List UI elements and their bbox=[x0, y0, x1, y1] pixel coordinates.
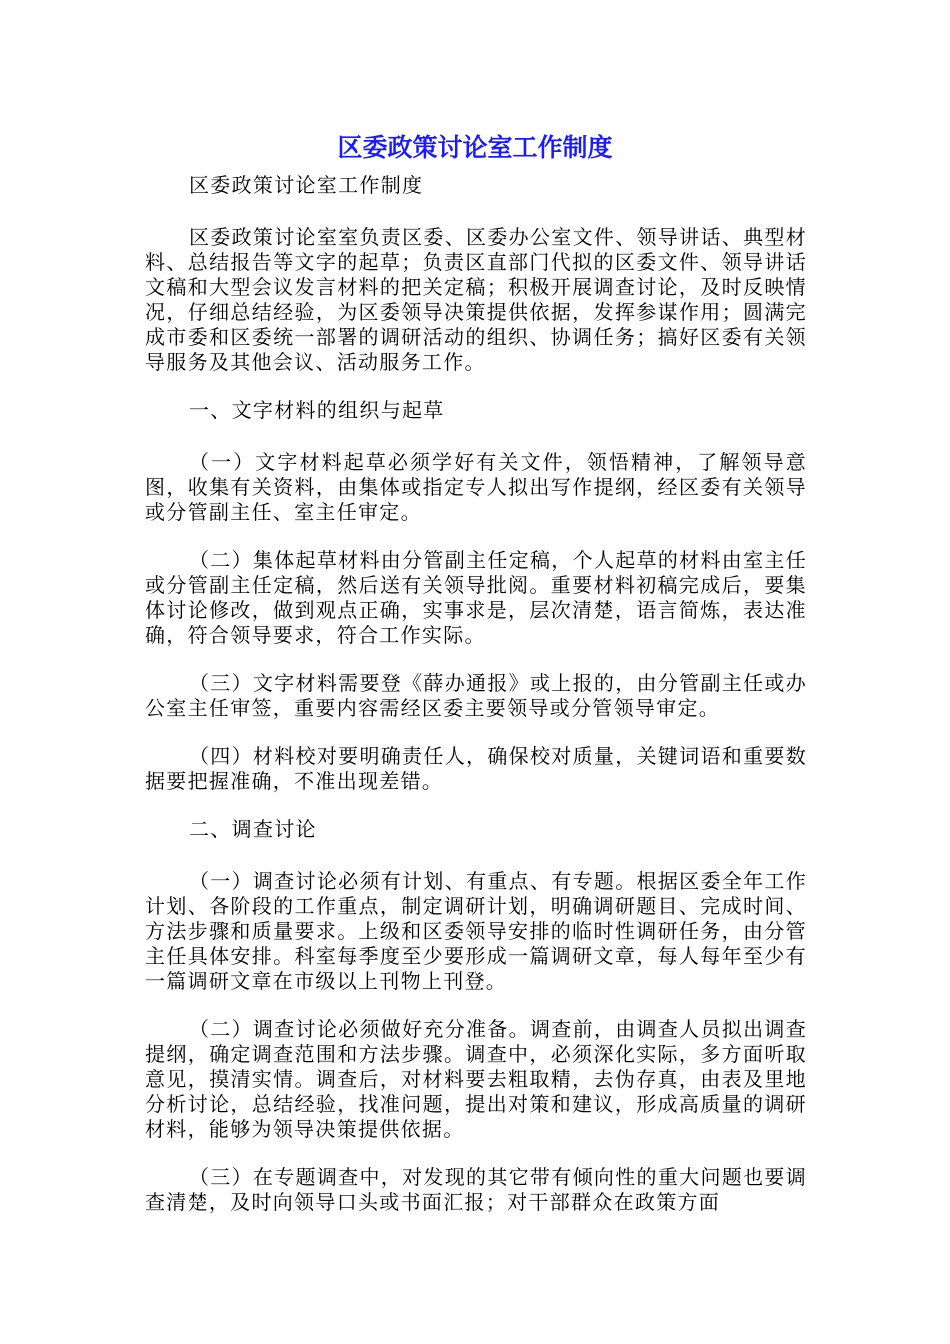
section1-item-3: （三）文字材料需要登《薛办通报》或上报的，由分管副主任或办公室主任审签，重要内容需经区委主要领导或分管领导审定。 bbox=[145, 671, 807, 720]
section2-item-2: （二）调查讨论必须做好充分准备。调查前，由调查人员拟出调查提纲，确定调查范围和方法步骤。调查中，必须深化实际，多方面听取意见，摸清实情。调查后，对材料要去粗取精，去伪存真，由表及里地分析讨论，总结经验，找准问题，提出对策和建议，形成高质量的调研材料，能够为领导决策提供依据。 bbox=[145, 1017, 807, 1141]
section2-item-3: （三）在专题调查中，对发现的其它带有倾向性的重大问题也要调查清楚，及时向领导口头或书面汇报；对干部群众在政策方面 bbox=[145, 1165, 807, 1214]
section-heading-2: 二、调查讨论 bbox=[189, 817, 317, 841]
section1-item-2: （二）集体起草材料由分管副主任定稿，个人起草的材料由室主任或分管副主任定稿，然后送有关领导批阅。重要材料初稿完成后，要集体讨论修改，做到观点正确，实事求是，层次清楚，语言简炼，表达准确，符合领导要求，符合工作实际。 bbox=[145, 548, 807, 647]
intro-paragraph: 区委政策讨论室室负责区委、区委办公室文件、领导讲话、典型材料、总结报告等文字的起草；负责区直部门代拟的区委文件、领导讲话文稿和大型会议发言材料的把关定稿；积极开展调查讨论，及时反映情况，仔细总结经验，为区委领导决策提供依据，发挥参谋作用；圆满完成市委和区委统一部署的调研活动的组织、协调任务；搞好区委有关领导服务及其他会议、活动服务工作。 bbox=[145, 225, 807, 374]
section-heading-1: 一、文字材料的组织与起草 bbox=[189, 398, 445, 422]
document-subtitle: 区委政策讨论室工作制度 bbox=[189, 173, 424, 197]
section1-item-1: （一）文字材料起草必须学好有关文件，领悟精神，了解领导意图，收集有关资料，由集体或指定专人拟出写作提纲，经区委有关领导或分管副主任、室主任审定。 bbox=[145, 450, 807, 524]
section2-item-1: （一）调查讨论必须有计划、有重点、有专题。根据区委全年工作计划、各阶段的工作重点，制定调研计划，明确调研题目、完成时间、方法步骤和质量要求。上级和区委领导安排的临时性调研任务，由分管主任具体安排。科室每季度至少要形成一篇调研文章，每人每年至少有一篇调研文章在市级以上刊物上刊登。 bbox=[145, 869, 807, 993]
section1-item-4: （四）材料校对要明确责任人，确保校对质量，关键词语和重要数据要把握准确，不准出现差错。 bbox=[145, 744, 807, 793]
document-title: 区委政策讨论室工作制度 bbox=[337, 133, 613, 162]
document-body bbox=[145, 173, 807, 1238]
